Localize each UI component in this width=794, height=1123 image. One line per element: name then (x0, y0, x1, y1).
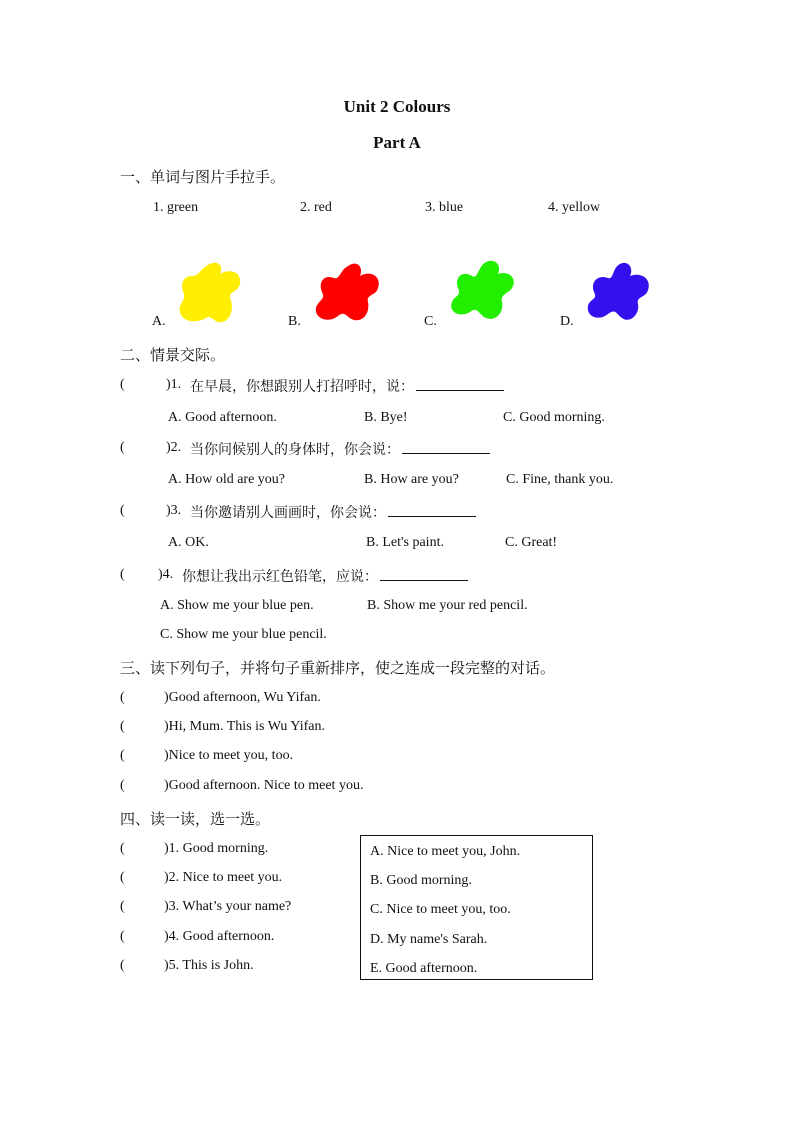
match-item: )2. Nice to meet you. (164, 870, 283, 885)
answer-blank[interactable] (380, 566, 468, 581)
dialogue-sentence: )Nice to meet you, too. (164, 748, 294, 763)
answer-blank[interactable] (416, 376, 504, 391)
question-number: )3. (166, 503, 182, 518)
word-yellow: 4. yellow (548, 200, 601, 215)
green-paint-splash-icon (444, 256, 524, 326)
option-b: B. Show me your red pencil. (367, 598, 528, 613)
question-4-text: 你想让我出示红色铅笔，应说： (182, 569, 378, 585)
option-a: A. Good afternoon. (168, 410, 277, 425)
question-3-text: 当你邀请别人画画时，你会说： (190, 505, 386, 521)
page-title: Unit 2 Colours (343, 97, 451, 116)
word-red: 2. red (300, 200, 332, 215)
match-item: )5. This is John. (164, 958, 254, 973)
option-a: A. Show me your blue pen. (160, 598, 314, 613)
answer-blank[interactable] (402, 439, 490, 454)
option-b: B. How are you? (364, 472, 459, 487)
blue-paint-splash-icon (580, 258, 660, 328)
option-c: C. Fine, thank you. (506, 472, 614, 487)
question-text (190, 439, 490, 459)
answer-blank[interactable] (388, 502, 476, 517)
match-item: )4. Good afternoon. (164, 929, 275, 944)
question-2-text: 当你问候别人的身体时，你会说： (190, 442, 400, 458)
page-subtitle: Part A (373, 133, 421, 152)
answer-paren-open: ( (120, 503, 125, 518)
choice-e: E. Good afternoon. (370, 961, 478, 976)
yellow-paint-splash-icon (172, 258, 252, 328)
question-number: )1. (166, 377, 182, 392)
question-number: )2. (166, 440, 182, 455)
question-1-text: 在早晨，你想跟别人打招呼时，说： (190, 379, 414, 395)
picture-letter-d: D. (560, 314, 574, 329)
dialogue-sentence: )Hi, Mum. This is Wu Yifan. (164, 719, 325, 734)
question-number: )4. (158, 567, 174, 582)
picture-letter-c: C. (424, 314, 437, 329)
choice-c: C. Nice to meet you, too. (370, 902, 511, 917)
option-c: C. Show me your blue pencil. (160, 627, 327, 642)
answer-paren-open: ( (120, 567, 125, 582)
dialogue-sentence: )Good afternoon, Wu Yifan. (164, 690, 321, 705)
answer-paren-open: ( (120, 899, 125, 914)
picture-letter-a: A. (152, 314, 166, 329)
red-paint-splash-icon (308, 258, 388, 328)
section-4-heading: 四、读一读，选一选。 (120, 810, 271, 828)
choice-a: A. Nice to meet you, John. (370, 844, 521, 859)
answer-paren-open: ( (120, 690, 125, 705)
section-1-heading: 一、单词与图片手拉手。 (120, 168, 286, 186)
option-c: C. Great! (505, 535, 558, 550)
option-b: B. Let's paint. (366, 535, 444, 550)
answer-paren-open: ( (120, 719, 125, 734)
answer-paren-open: ( (120, 841, 125, 856)
question-text (190, 502, 476, 522)
answer-paren-open: ( (120, 748, 125, 763)
match-item: )1. Good morning. (164, 841, 269, 856)
option-a: A. OK. (168, 535, 209, 550)
question-text (190, 376, 504, 396)
section-2-heading: 二、情景交际。 (120, 346, 226, 364)
dialogue-sentence: )Good afternoon. Nice to meet you. (164, 778, 364, 793)
choice-b: B. Good morning. (370, 873, 472, 888)
answer-paren-open: ( (120, 958, 125, 973)
option-b: B. Bye! (364, 410, 408, 425)
match-item: )3. What’s your name? (164, 899, 292, 914)
answer-paren-open: ( (120, 778, 125, 793)
answer-paren-open: ( (120, 929, 125, 944)
word-green: 1. green (153, 200, 199, 215)
answer-paren-open: ( (120, 440, 125, 455)
picture-letter-b: B. (288, 314, 301, 329)
answer-paren-open: ( (120, 377, 125, 392)
answer-paren-open: ( (120, 870, 125, 885)
option-c: C. Good morning. (503, 410, 605, 425)
option-a: A. How old are you? (168, 472, 286, 487)
choices-box (360, 835, 593, 980)
choice-d: D. My name's Sarah. (370, 932, 488, 947)
question-text (182, 566, 468, 586)
word-blue: 3. blue (425, 200, 464, 215)
section-3-heading: 三、读下列句子，并将句子重新排序，使之连成一段完整的对话。 (120, 659, 556, 677)
